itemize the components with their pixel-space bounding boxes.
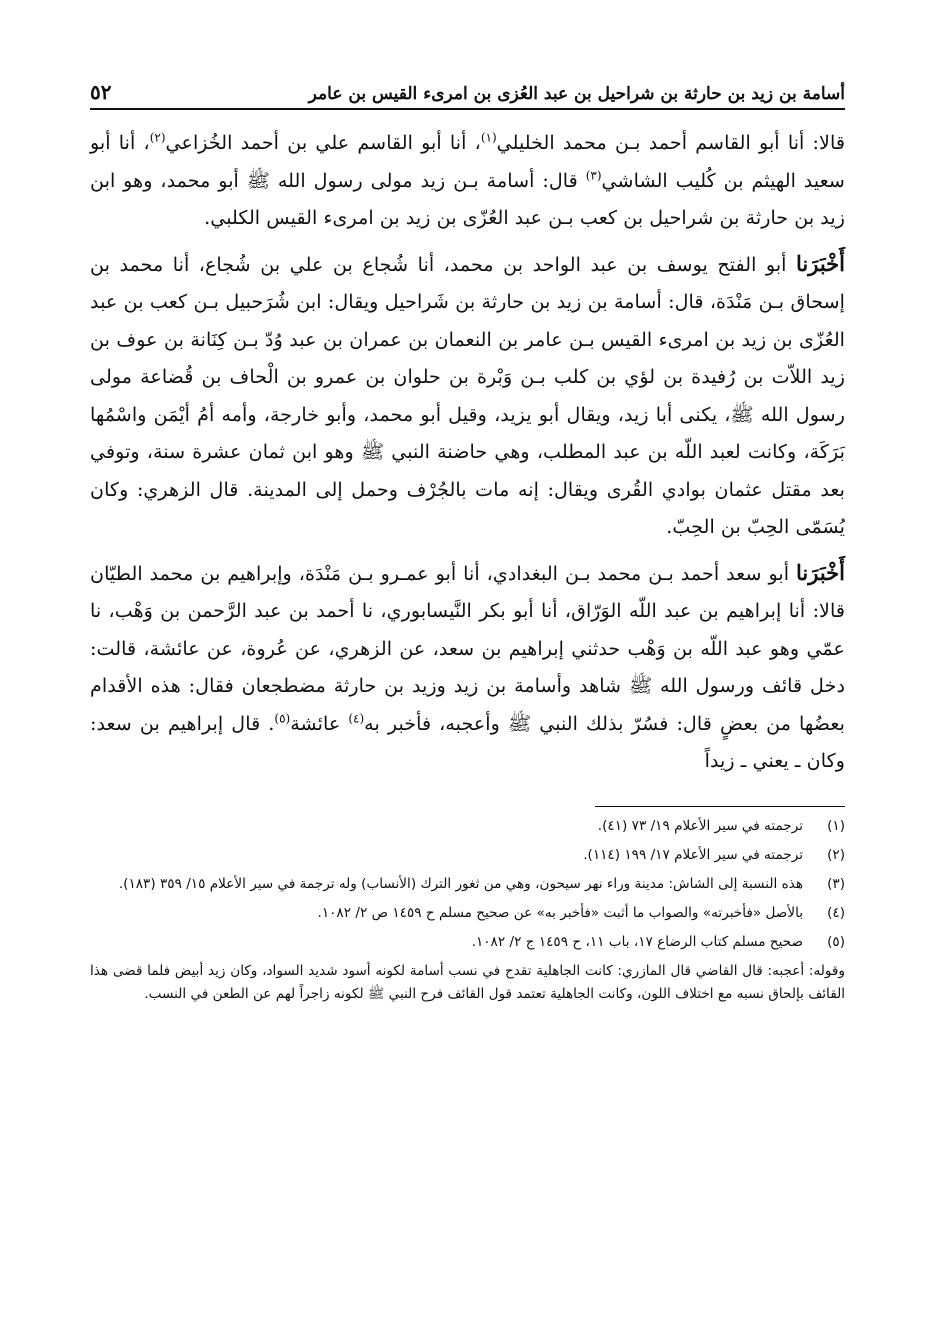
footnote-5-continuation: وقوله: أعجبه: قال القاضي قال المازري: كانت الجاهلية تقدح في نسب أسامة لكونه أسود شديد السواد، وكان زيد أبيض فلما قضى هذا القائف بإلحاق نسبه مع اختلاف اللون، وكانت الجاهلية تعتمد قول القائف فرح النبي ﷺ لكونه زاجراً لهم عن الطعن في النسب. — [90, 962, 845, 1002]
paragraph-lead-word: أَخْبَرَنا — [796, 250, 845, 276]
text-segment: ، أنا أبو القاسم علي بن أحمد الخُزاعي — [165, 131, 481, 154]
footnotes — [90, 815, 845, 1006]
footnote-number: (٢) — [827, 846, 845, 863]
paragraph-3 — [90, 554, 845, 780]
text-segment: قالا: أنا أبو القاسم أحمد بـن محمد الخليلي — [496, 131, 845, 154]
footnote-5 — [90, 931, 845, 954]
footnote-1 — [90, 815, 845, 838]
footnote-ref-3: (٣) — [585, 168, 602, 183]
paragraph-lead-word: أَخْبَرَنا — [796, 559, 845, 585]
footnote-ref-2: (٢) — [149, 130, 166, 145]
paragraph-1 — [90, 124, 845, 237]
main-text — [90, 124, 845, 780]
footnote-3 — [90, 873, 845, 896]
footnote-number: (٣) — [827, 875, 845, 892]
footnote-separator — [595, 806, 845, 807]
running-title: أسامة بن زيد بن حارثة بن شراحيل بن عبد العُزى بن امرىء القيس بن عامر — [308, 84, 845, 104]
text-segment: قال: أسامة بـن زيد مولى رسول الله ﷺ أبو محمد، وهو ابن زيد بن حارثة بن شراحيل بن كعب بـن عبد العُزّى بن زيد بن امرىء القيس الكلبي. — [90, 168, 845, 229]
page-number: ٥٢ — [90, 80, 112, 104]
footnote-4 — [90, 902, 845, 925]
footnote-number: (١) — [827, 817, 845, 834]
text-segment: ، أنا أبو سعيد الهيثم بن كُليب الشاشي — [90, 131, 845, 192]
footnote-2 — [90, 844, 845, 867]
footnote-number: (٥) — [827, 933, 845, 950]
text-segment: عائشة — [290, 711, 349, 735]
text-segment: . قال إبراهيم بن سعد: وكان ـ يعني ـ زيداً — [90, 711, 845, 772]
footnote-text: هذه النسبة إلى الشاش: مدينة وراء نهر سيحون، وهي من ثغور الترك (الأنساب) وله ترجمة في سير الأعلام ١٥/ ٣٥٩ (١٨٣). — [118, 875, 803, 892]
footnote-ref-5: (٥) — [274, 711, 291, 726]
paragraph-2 — [90, 245, 845, 546]
running-header — [90, 60, 845, 110]
footnote-text: ترجمته في سير الأعلام ١٩/ ٧٣ (٤١). — [597, 817, 803, 834]
footnote-ref-4: (٤) — [348, 711, 365, 726]
footnote-number: (٤) — [827, 904, 845, 921]
text-segment: أبو سعد أحمد بـن محمد بـن البغدادي، أنا أبو عمـرو بـن مَنْدَة، وإبراهيم بن محمد الطيّان قالا: أنا إبراهيم بن عبد اللّه الوَرّاق، أنا أبو بكر النَّيسابوري، نا أحمد بن عبد الرَّحمن بن وَهْب، نا عمّي وهو عبد اللّه بن وَهْب حدثني إبراهيم بن سعد، عن الزهري، عن عُروة، عن عائشة، قالت: دخل قائف ورسول الله ﷺ شاهد وأسامة بن زيد وزيد بن حارثة مضطجعان فقال: هذه الأقدام بعضُها من بعضٍ قال: فسُرّ بذلك النبي ﷺ وأعجبه، فأخبر به — [90, 561, 845, 735]
book-page — [90, 60, 845, 1300]
footnote-ref-1: (١) — [480, 130, 497, 145]
footnote-text: ترجمته في سير الأعلام ١٧/ ١٩٩ (١١٤). — [583, 846, 803, 863]
footnote-text: صحيح مسلم كتاب الرضاع ١٧، باب ١١، ح ١٤٥٩ ج ٢/ ١٠٨٢. — [471, 933, 803, 950]
text-segment: أبو الفتح يوسف بن عبد الواحد بن محمد، أنا شُجاع بن علي بن شُجاع، أنا محمد بن إسحاق بـن مَنْدَة، قال: أسامة بن زيد بن حارثة بن شَراحيل ويقال: ابن شُرَحبيل بـن كعب بن عبد العُزّى بن زيد بن امرىء القيس بـن عامر بن النعمان بن عمران بن عبد وُدّ بـن كِنَانة بن عوف بن زيد اللاّت بن رُفيدة بن لؤي بن كلب بـن وَبْرة بن حلوان بن عمرو بن الْحاف بن قُضاعة مولى رسول الله ﷺ، يكنى أبا زيد، ويقال أبو يزيد، وقيل أبو محمد، وأبو خارجة، وأمه أمُ أيْمَن واسْمُها بَرَكَة، وكانت لعبد اللّه بن عبد المطلب، وهي حاضنة النبي ﷺ وهو ابن ثمان عشرة سنة، وتوفي بعد مقتل عثمان بوادي القُرى ويقال: إنه مات بالجُرْف وحمل إلى المدينة. قال الزهري: وكان يُسَمّى الحِبّ بن الحِبّ. — [90, 252, 845, 538]
footnote-text: بالأصل «فأخبرته» والصواب ما أثبت «فأخبر به» عن صحيح مسلم ح ١٤٥٩ ص ٢/ ١٠٨٢. — [317, 904, 803, 921]
